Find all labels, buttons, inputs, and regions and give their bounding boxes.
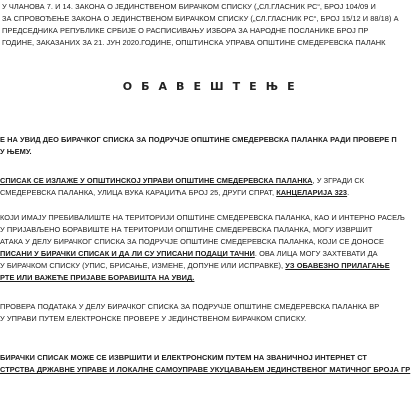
p3-registered-text: ПИСАНИ У БИРАЧКИ СПИСАК И ДА ЛИ СУ УПИСАНИ ПОДАЦИ ТАЧНИ bbox=[0, 249, 255, 258]
intro-line-3: ПРЕДСЕДНИКА РЕПУБЛИКЕ СРБИЈЕ О РАСПИСИВАЊУ ИЗБОРА ЗА НАРОДНЕ ПОСЛАНИКЕ БРОЈ ПР bbox=[2, 26, 369, 35]
p2-building-text: , У ЗГРАДИ СК bbox=[312, 176, 365, 185]
p5-line-2: СТРСТВА ДРЖАВНЕ УПРАВЕ И ЛОКАЛНЕ САМОУПРАВЕ УКУЦАВАЊЕМ ЈЕДИНСТВЕНОГ МАТИЧНОГ БРОЈА ГР bbox=[0, 365, 411, 374]
p2-line-2 bbox=[0, 188, 349, 197]
p3-request-text: . ОВА ЛИЦА МОГУ ЗАХТЕВАТИ ДА bbox=[254, 249, 378, 258]
p2-address-text: СМЕДЕРЕВСКА ПАЛАНКА, УЛИЦА ВУКА КАРАЏИЋА БРОЈ 25, ДРУГИ СПРАТ, bbox=[0, 188, 277, 197]
p1-line-1: Е НА УВИД ДЕО БИРАЧКОГ СПИСКА ЗА ПОДРУЧЈЕ ОПШТИНЕ СМЕДЕРЕВСКА ПАЛАНКА РАДИ ПРОВЕРЕ П bbox=[0, 135, 397, 144]
p3-line-2: У ПРИЈАВЉЕНО БОРАВИШТЕ НА ТЕРИТОРИЈИ ОПШТИНЕ СМЕДЕРЕВСКА ПАЛАНКА, МОГУ ИЗВРШИТ bbox=[0, 225, 373, 234]
p2-office-text: КАНЦЕЛАРИЈА 323 bbox=[276, 188, 348, 197]
p4-line-1: ПРОВЕРА ПОДАТАКА У ДЕЛУ БИРАЧКОГ СПИСКА ЗА ПОДРУЧЈЕ ОПШТИНЕ СМЕДЕРЕВСКА ПАЛАНКА ВР bbox=[0, 302, 380, 311]
intro-line-1: У ЧЛАНОВА 7. И 14. ЗАКОНА О ЈЕДИНСТВЕНОМ БИРАЧКОМ СПИСКУ („СЛ.ГЛАСНИК РС“, БРОЈ 104/09 И bbox=[2, 2, 376, 11]
p3-line-1: КОЈИ ИМАЈУ ПРЕБИВАЛИШТЕ НА ТЕРИТОРИЈИ ОПШТИНЕ СМЕДЕРЕВСКА ПАЛАНКА, КАО И ИНТЕРНО РАСЕЉ bbox=[0, 213, 405, 222]
p5-line-1: БИРАЧКИ СПИСАК МОЖЕ СЕ ИЗВРШИТИ И ЕЛЕКТРОНСКИМ ПУТЕМ НА ЗВАНИЧНОЈ ИНТЕРНЕТ СТ bbox=[0, 353, 367, 362]
p3-line-3: АТАКА У ДЕЛУ БИРАЧКОГ СПИСКА ЗА ПОДРУЧЈЕ ОПШТИНЕ СМЕДЕРЕВСКА ПАЛАНКА, КОЈИ СЕ ДОНОСЕ bbox=[0, 237, 384, 246]
p3-line-4 bbox=[0, 249, 378, 258]
p3-line-5 bbox=[0, 261, 390, 270]
intro-line-2: ЗА СПРОВОЂЕЊЕ ЗАКОНА О ЈЕДИНСТВЕНОМ БИРАЧКОМ СПИСКУ („СЛ.ГЛАСНИК РС“, БРОЈ 15/12 И 88/18) А bbox=[2, 14, 399, 23]
p2-location-text: СПИСАК СЕ ИЗЛАЖЕ У ОПШТИНСКОЈ УПРАВИ ОПШТИНЕ СМЕДЕРЕВСКА ПАЛАНКА bbox=[0, 176, 313, 185]
p1-line-2: У ЊЕМУ. bbox=[0, 147, 32, 156]
p4-line-2: У УПРАВИ ПУТЕМ ЕЛЕКТРОНСКЕ ПРОВЕРЕ У ЈЕДИНСТВЕНОМ БИРАЧКОМ СПИСКУ. bbox=[0, 314, 307, 323]
notice-heading: О Б А В Е Ш Т Е Њ Е bbox=[122, 80, 298, 93]
p3-mandatory-text: УЗ ОБАВЕЗНО ПРИЛАГАЊЕ bbox=[285, 261, 390, 270]
intro-line-4: ГОДИНЕ, ЗАКАЗАНИХ ЗА 21. ЈУН 2020.ГОДИНЕ, ОПШТИНСКА УПРАВА ОПШТИНЕ СМЕДЕРЕВСКА ПАЛАНК bbox=[2, 38, 386, 47]
p3-line-6: РТЕ ИЛИ ВАЖЕЋЕ ПРИЈАВЕ БОРАВИШТА НА УВИД. bbox=[0, 273, 195, 282]
p2-period: . bbox=[347, 188, 350, 197]
p3-changes-text: У БИРАЧКОМ СПИСКУ (УПИС, БРИСАЊЕ, ИЗМЕНЕ, ДОПУНЕ ИЛИ ИСПРАВКЕ), bbox=[0, 261, 286, 270]
p2-line-1 bbox=[0, 176, 364, 185]
